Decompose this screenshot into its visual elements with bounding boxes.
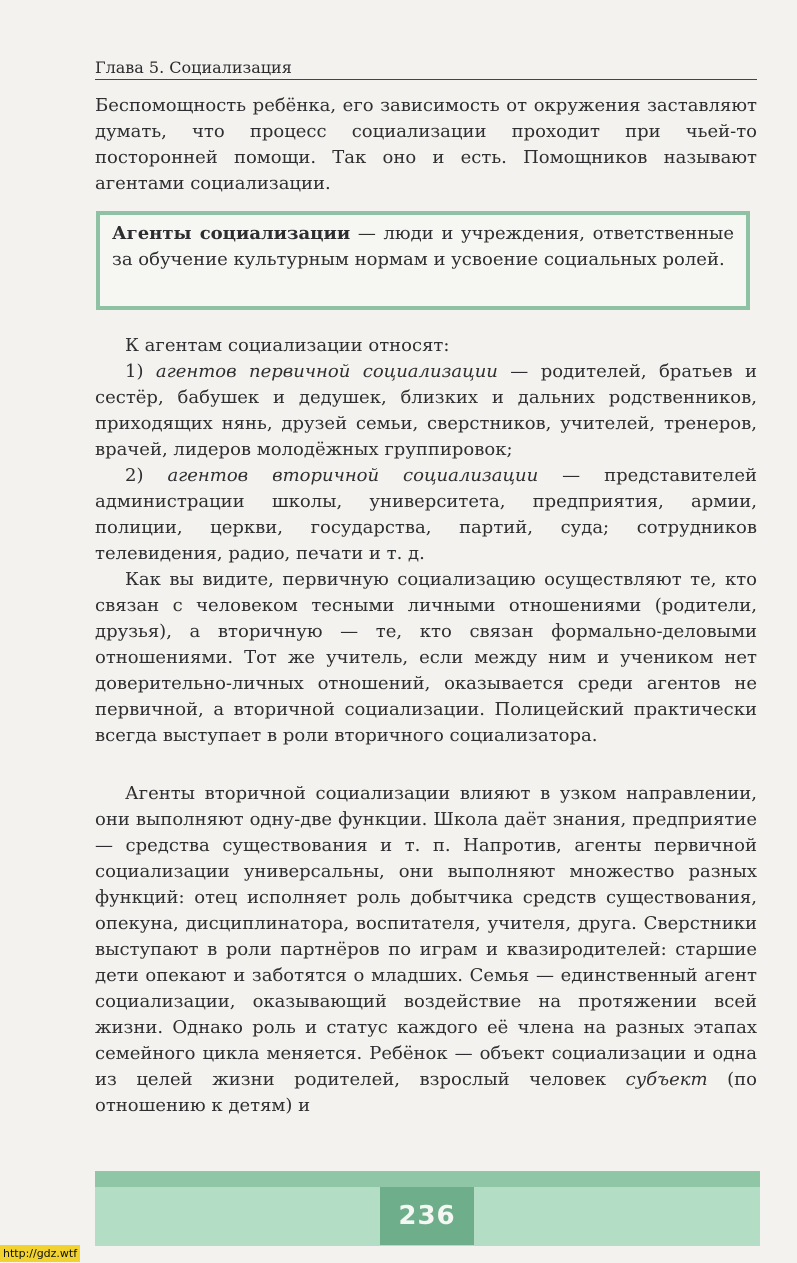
paragraph-tail: (по отношению к детям) и	[95, 1069, 757, 1116]
body-paragraph: Как вы видите, первичную социализацию осуществляют те, кто связан с человеком тесными личными отношениями (родители, друзья), а вторичную — те, кто связан формально-деловыми отношениями. Тот же учитель, если между ним и учеником нет доверительно-личных отношений, оказывается среди агентов не первичной, а вторичной социализации. Полицейский практически всегда выступает в роли вторичного социализатора.	[95, 569, 757, 746]
emphasis-term: субъект	[625, 1069, 708, 1090]
list-item-primary	[95, 359, 757, 463]
list-item-number: 2)	[125, 465, 168, 486]
list-heading: К агентам социализации относят:	[125, 335, 450, 356]
list-item-text: — представителей администрации школы, университета, предприятия, армии, полиции, церкви, государства, партий, суда; сотрудников телевидения, радио, печати и т. д.	[95, 465, 757, 564]
list-item-secondary	[95, 463, 757, 567]
definition-term: Агенты социализации	[112, 223, 351, 244]
list-item-number: 1)	[125, 361, 156, 382]
page-number: 236	[398, 1201, 456, 1231]
list-item-text: — родителей, братьев и сестёр, бабушек и дедушек, близких и дальних родственников, приходящих нянь, друзей семьи, сверстников, учителей, тренеров, врачей, лидеров молодёжных группировок;	[95, 361, 757, 460]
footer-stripe	[95, 1171, 760, 1187]
definition-body: — люди и учреждения, ответственные за обучение культурным нормам и усвоение социальных ролей.	[112, 223, 734, 270]
list-item-term: агентов вторичной социализации	[167, 465, 539, 486]
intro-paragraph: Беспомощность ребёнка, его зависимость от окружения заставляют думать, что процесс социализации проходит при чьей-то посторонней помощи. Так оно и есть. Помощников называют агентами социализации.	[95, 95, 757, 194]
paragraph-text: Агенты вторичной социализации влияют в узком направлении, они выполняют одну-две функции. Школа даёт знания, предприятие — средства существования и т. п. Напротив, агенты первичной социализации универсальны, они выполняют множество разных функций: отец исполняет роль добытчика средств существования, опекуна, дисциплинатора, воспитателя, учителя, друга. Сверстники выступают в роли партнёров по играм и квазиродителей: старшие дети опекают и заботятся о младших. Семья — единственный агент социализации, оказывающий воздействие на протяжении всей жизни. Однако роль и статус каждого её члена на разных этапах семейного цикла меняется. Ребёнок — объект социализации и одна из целей жизни родителей, взрослый человек	[95, 783, 757, 1090]
watermark-link[interactable]: http://gdz.wtf	[0, 1245, 80, 1262]
list-item-term: агентов первичной социализации	[155, 361, 498, 382]
chapter-header: Глава 5. Социализация	[95, 57, 757, 80]
body-paragraph	[95, 781, 757, 1119]
definition-box	[96, 211, 750, 310]
definition-text	[100, 215, 746, 273]
page-number-box	[380, 1187, 474, 1245]
